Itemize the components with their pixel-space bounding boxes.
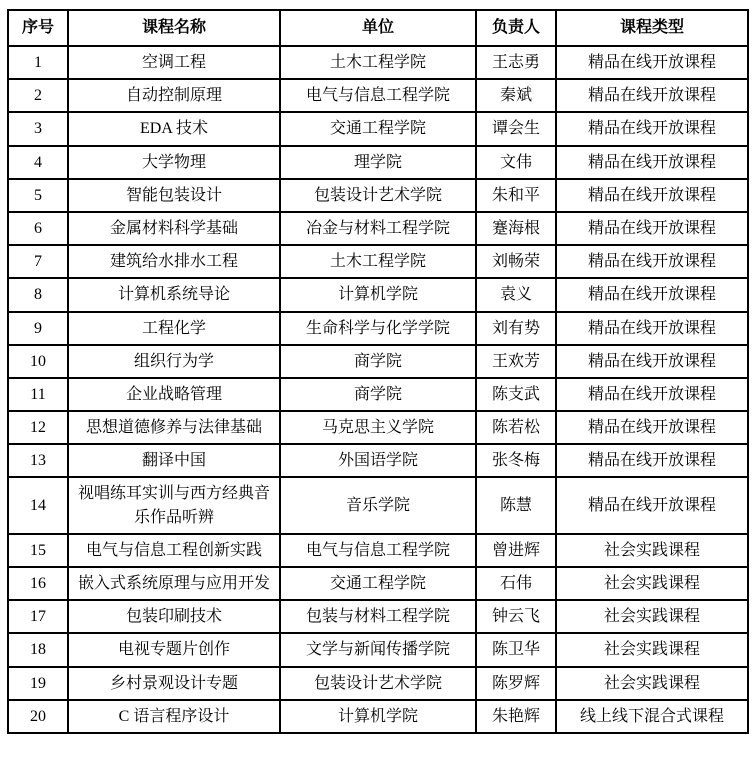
cell-leader: 陈支武 bbox=[476, 378, 556, 411]
cell-no: 16 bbox=[8, 567, 68, 600]
cell-type: 社会实践课程 bbox=[556, 600, 748, 633]
table-row bbox=[8, 534, 748, 567]
cell-unit: 土木工程学院 bbox=[280, 245, 476, 278]
cell-type: 精品在线开放课程 bbox=[556, 79, 748, 112]
cell-no: 17 bbox=[8, 600, 68, 633]
cell-leader: 刘有势 bbox=[476, 312, 556, 345]
header-cell-type: 课程类型 bbox=[556, 10, 748, 46]
cell-type: 社会实践课程 bbox=[556, 633, 748, 666]
cell-leader: 刘畅荣 bbox=[476, 245, 556, 278]
cell-type: 精品在线开放课程 bbox=[556, 345, 748, 378]
cell-course: 电视专题片创作 bbox=[68, 633, 280, 666]
cell-type: 精品在线开放课程 bbox=[556, 46, 748, 79]
table-row bbox=[8, 245, 748, 278]
cell-course: 思想道德修养与法律基础 bbox=[68, 411, 280, 444]
table-row bbox=[8, 444, 748, 477]
cell-course: 嵌入式系统原理与应用开发 bbox=[68, 567, 280, 600]
cell-no: 3 bbox=[8, 112, 68, 145]
table-row bbox=[8, 667, 748, 700]
cell-no: 6 bbox=[8, 212, 68, 245]
course-table bbox=[7, 9, 749, 734]
cell-unit: 包装与材料工程学院 bbox=[280, 600, 476, 633]
cell-course: 视唱练耳实训与西方经典音乐作品听辨 bbox=[68, 477, 280, 533]
cell-leader: 文伟 bbox=[476, 146, 556, 179]
table-row bbox=[8, 378, 748, 411]
cell-unit: 交通工程学院 bbox=[280, 112, 476, 145]
cell-type: 精品在线开放课程 bbox=[556, 312, 748, 345]
cell-course: 组织行为学 bbox=[68, 345, 280, 378]
cell-type: 社会实践课程 bbox=[556, 534, 748, 567]
cell-no: 18 bbox=[8, 633, 68, 666]
cell-type: 精品在线开放课程 bbox=[556, 146, 748, 179]
cell-unit: 计算机学院 bbox=[280, 278, 476, 311]
cell-type: 精品在线开放课程 bbox=[556, 179, 748, 212]
cell-leader: 朱和平 bbox=[476, 179, 556, 212]
cell-leader: 谭会生 bbox=[476, 112, 556, 145]
cell-unit: 冶金与材料工程学院 bbox=[280, 212, 476, 245]
cell-unit: 理学院 bbox=[280, 146, 476, 179]
cell-leader: 朱艳辉 bbox=[476, 700, 556, 733]
cell-type: 社会实践课程 bbox=[556, 567, 748, 600]
cell-course: 企业战略管理 bbox=[68, 378, 280, 411]
cell-leader: 蹇海根 bbox=[476, 212, 556, 245]
table-row bbox=[8, 567, 748, 600]
cell-type: 精品在线开放课程 bbox=[556, 212, 748, 245]
cell-no: 8 bbox=[8, 278, 68, 311]
cell-unit: 计算机学院 bbox=[280, 700, 476, 733]
cell-leader: 曾进辉 bbox=[476, 534, 556, 567]
cell-course: EDA 技术 bbox=[68, 112, 280, 145]
cell-unit: 电气与信息工程学院 bbox=[280, 534, 476, 567]
cell-type: 精品在线开放课程 bbox=[556, 444, 748, 477]
cell-no: 10 bbox=[8, 345, 68, 378]
cell-type: 精品在线开放课程 bbox=[556, 112, 748, 145]
cell-course: 计算机系统导论 bbox=[68, 278, 280, 311]
cell-course: 乡村景观设计专题 bbox=[68, 667, 280, 700]
cell-leader: 王志勇 bbox=[476, 46, 556, 79]
table-row bbox=[8, 477, 748, 533]
cell-type: 精品在线开放课程 bbox=[556, 411, 748, 444]
table-row bbox=[8, 411, 748, 444]
cell-unit: 生命科学与化学学院 bbox=[280, 312, 476, 345]
cell-leader: 张冬梅 bbox=[476, 444, 556, 477]
header-cell-course: 课程名称 bbox=[68, 10, 280, 46]
cell-course: 建筑给水排水工程 bbox=[68, 245, 280, 278]
cell-type: 精品在线开放课程 bbox=[556, 477, 748, 533]
table-row bbox=[8, 600, 748, 633]
cell-unit: 交通工程学院 bbox=[280, 567, 476, 600]
cell-course: 电气与信息工程创新实践 bbox=[68, 534, 280, 567]
cell-type: 精品在线开放课程 bbox=[556, 378, 748, 411]
cell-no: 19 bbox=[8, 667, 68, 700]
cell-no: 20 bbox=[8, 700, 68, 733]
cell-type: 线上线下混合式课程 bbox=[556, 700, 748, 733]
table-row bbox=[8, 79, 748, 112]
cell-unit: 商学院 bbox=[280, 345, 476, 378]
cell-no: 2 bbox=[8, 79, 68, 112]
table-row bbox=[8, 700, 748, 733]
cell-unit: 外国语学院 bbox=[280, 444, 476, 477]
header-cell-unit: 单位 bbox=[280, 10, 476, 46]
table-row bbox=[8, 312, 748, 345]
cell-unit: 包装设计艺术学院 bbox=[280, 667, 476, 700]
cell-course: 翻译中国 bbox=[68, 444, 280, 477]
table-row bbox=[8, 179, 748, 212]
cell-no: 15 bbox=[8, 534, 68, 567]
header-cell-leader: 负责人 bbox=[476, 10, 556, 46]
cell-leader: 陈罗辉 bbox=[476, 667, 556, 700]
table-row bbox=[8, 146, 748, 179]
cell-no: 5 bbox=[8, 179, 68, 212]
cell-type: 精品在线开放课程 bbox=[556, 278, 748, 311]
cell-no: 13 bbox=[8, 444, 68, 477]
table-row bbox=[8, 212, 748, 245]
cell-unit: 电气与信息工程学院 bbox=[280, 79, 476, 112]
table-row bbox=[8, 112, 748, 145]
cell-leader: 石伟 bbox=[476, 567, 556, 600]
cell-no: 14 bbox=[8, 477, 68, 533]
table-row bbox=[8, 46, 748, 79]
cell-type: 精品在线开放课程 bbox=[556, 245, 748, 278]
cell-course: 自动控制原理 bbox=[68, 79, 280, 112]
table-row bbox=[8, 633, 748, 666]
cell-course: C 语言程序设计 bbox=[68, 700, 280, 733]
cell-leader: 陈慧 bbox=[476, 477, 556, 533]
cell-no: 7 bbox=[8, 245, 68, 278]
cell-type: 社会实践课程 bbox=[556, 667, 748, 700]
cell-leader: 秦斌 bbox=[476, 79, 556, 112]
cell-unit: 马克思主义学院 bbox=[280, 411, 476, 444]
cell-course: 工程化学 bbox=[68, 312, 280, 345]
table-row bbox=[8, 278, 748, 311]
cell-course: 包装印刷技术 bbox=[68, 600, 280, 633]
cell-unit: 音乐学院 bbox=[280, 477, 476, 533]
table-row bbox=[8, 345, 748, 378]
header-cell-no: 序号 bbox=[8, 10, 68, 46]
cell-no: 12 bbox=[8, 411, 68, 444]
cell-leader: 王欢芳 bbox=[476, 345, 556, 378]
cell-no: 9 bbox=[8, 312, 68, 345]
cell-unit: 商学院 bbox=[280, 378, 476, 411]
cell-no: 11 bbox=[8, 378, 68, 411]
cell-no: 4 bbox=[8, 146, 68, 179]
table-body bbox=[8, 46, 748, 733]
header-row bbox=[8, 10, 748, 46]
cell-leader: 钟云飞 bbox=[476, 600, 556, 633]
cell-leader: 陈卫华 bbox=[476, 633, 556, 666]
cell-unit: 包装设计艺术学院 bbox=[280, 179, 476, 212]
cell-leader: 袁义 bbox=[476, 278, 556, 311]
cell-no: 1 bbox=[8, 46, 68, 79]
cell-course: 大学物理 bbox=[68, 146, 280, 179]
cell-leader: 陈若松 bbox=[476, 411, 556, 444]
cell-course: 智能包装设计 bbox=[68, 179, 280, 212]
cell-unit: 土木工程学院 bbox=[280, 46, 476, 79]
cell-course: 空调工程 bbox=[68, 46, 280, 79]
cell-unit: 文学与新闻传播学院 bbox=[280, 633, 476, 666]
cell-course: 金属材料科学基础 bbox=[68, 212, 280, 245]
